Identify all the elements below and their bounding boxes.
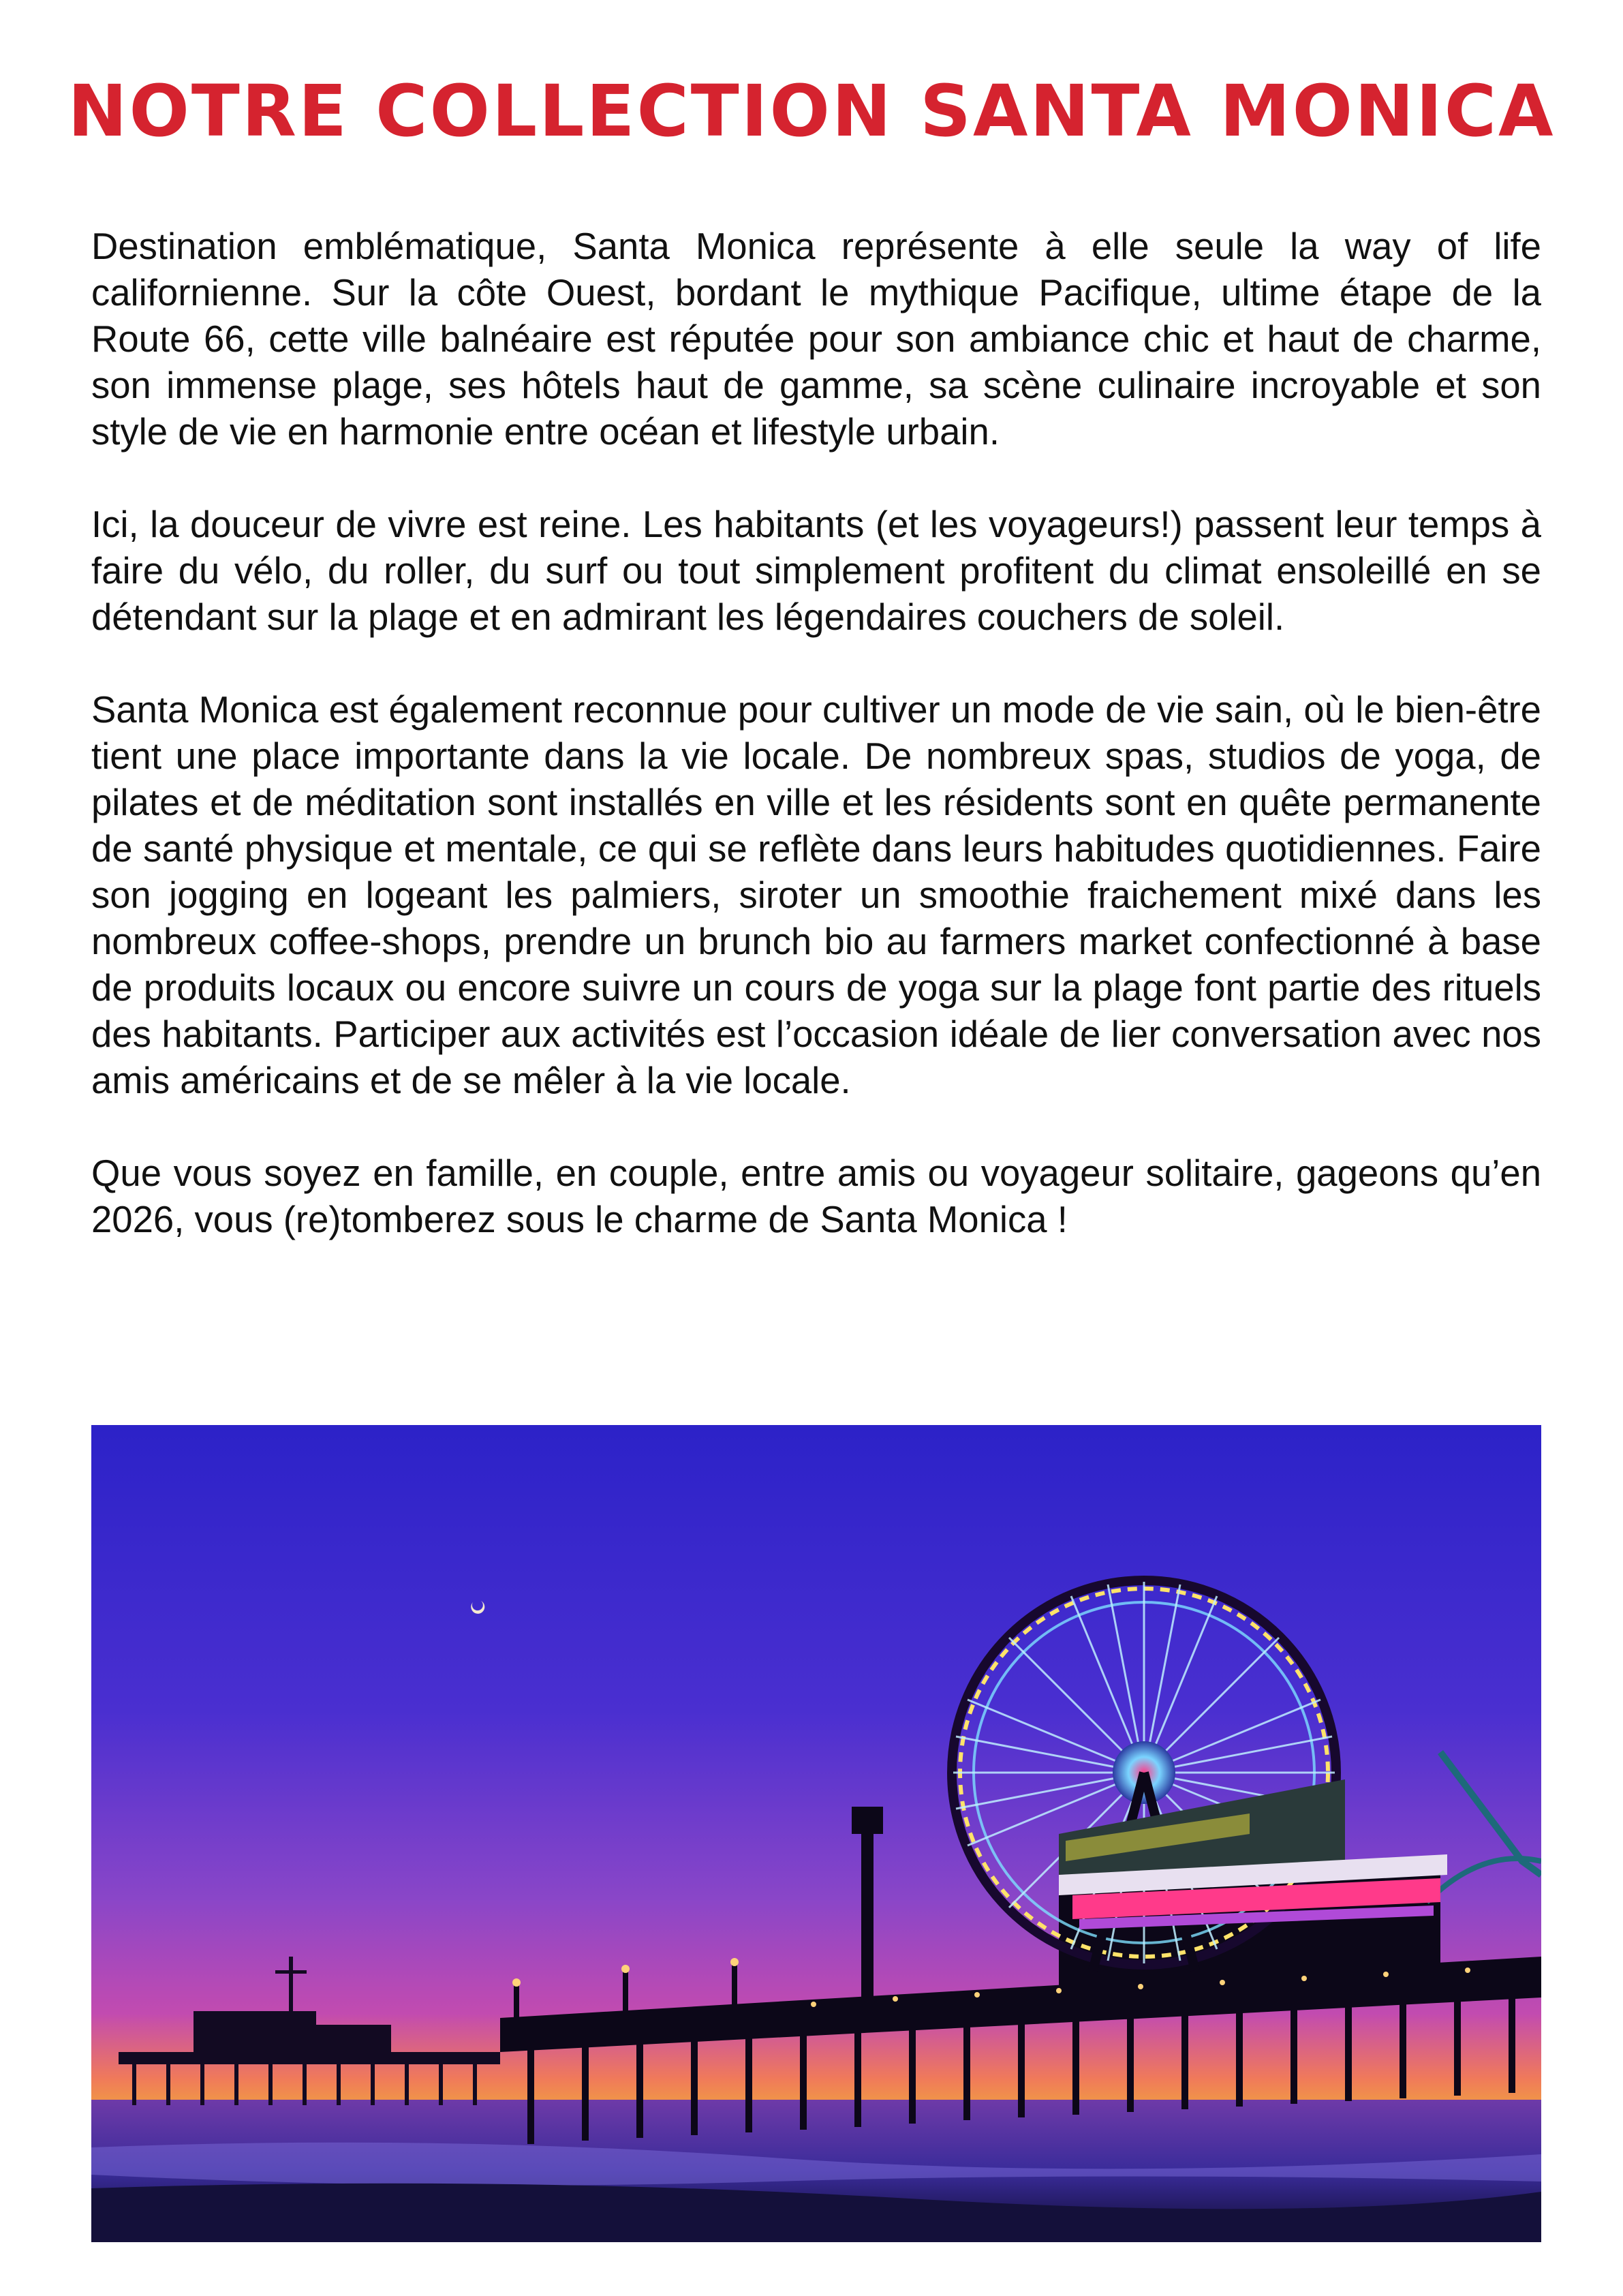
article-body <box>91 224 1541 1243</box>
paragraph-lifestyle: Ici, la douceur de vivre est reine. Les habitants (et les voyageurs!) passent leur temps à faire du vélo, du roller, du surf ou tout simplement profitent du climat ensoleillé en se détendant sur la plage et en admirant les légendaires couchers de soleil. <box>91 504 1541 638</box>
santa-monica-pier-photo <box>91 1425 1541 2242</box>
paragraph-wellness: Santa Monica est également reconnue pour cultiver un mode de vie sain, où le bien-être tient une place importante dans la vie locale. De nombreux spas, studios de yoga, de pilates et de méditation sont installés en ville et les résidents sont en quête permanente de santé physique et mentale, ce qui se reflète dans leurs habitudes quotidiennes. Faire son jogging en logeant les palmiers, siroter un smoothie fraichement mixé dans les nombreux coffee-shops, prendre un brunch bio au farmers market confectionné à base de produits locaux ou encore suivre un cours de yoga sur la plage font partie des rituels des habitants. Participer aux activités est l’occasion idéale de lier conversation avec nos amis américains et de se mêler à la vie locale. <box>91 689 1541 1101</box>
page-title: NOTRE COLLECTION SANTA MONICA <box>67 70 1556 153</box>
pier-sunset-illustration <box>91 1425 1541 2242</box>
paragraph-intro: Destination emblématique, Santa Monica représente à elle seule la way of life californienne. Sur la côte Ouest, bordant le mythique Pacifique, ultime étape de la Route 66, cette ville balnéaire est réputée pour son ambiance chic et haut de charme, son immense plage, ses hôtels haut de gamme, sa scène culinaire incroyable et son style de vie en harmonie entre océan et lifestyle urbain. <box>91 226 1541 453</box>
paragraph-closing: Que vous soyez en famille, en couple, entre amis ou voyageur solitaire, gageons qu’en 2026, vous (re)tomberez sous le charme de Santa Monica ! <box>91 1152 1541 1240</box>
